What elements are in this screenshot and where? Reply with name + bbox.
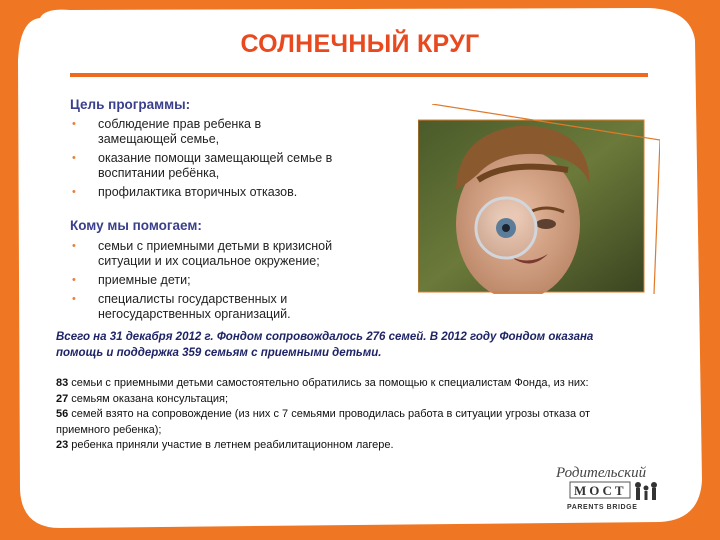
page-title: СОЛНЕЧНЫЙ КРУГ: [240, 30, 480, 58]
list-item: • приемные дети;: [72, 273, 191, 287]
list-item: • соблюдение прав ребенка в замещающей семье,: [72, 117, 262, 146]
goal-heading: Цель программы:: [70, 97, 191, 112]
logo-line1: Родительский: [556, 465, 647, 481]
family-figures-icon: [635, 482, 657, 500]
stat-line: 23 ребенка приняли участие в летнем реабилитационном лагере.: [56, 439, 394, 451]
stat-line: 27 семьям оказана консультация;: [56, 392, 229, 405]
stats-block: [56, 376, 676, 454]
goal-list: [72, 117, 392, 204]
stat-line: приемного ребенка);: [56, 423, 162, 436]
bullet-icon: •: [72, 293, 76, 305]
bullet-icon: •: [72, 274, 76, 286]
summary-text: Всего на 31 декабря 2012 г. Фондом сопровождалось 276 семей. В 2012 году Фондом оказана помощь и поддержка 359 семьям с приемными детьми.: [56, 331, 594, 359]
bullet-icon: •: [72, 152, 76, 164]
list-item: • семьи с приемными детьми в кризисной ситуации и их социальное окружение;: [72, 239, 333, 268]
stat-line: 83 семьи с приемными детьми самостоятельно обратились за помощью к специалистам Фонда, из них:: [56, 377, 589, 389]
logo-line2: МОСТ: [574, 483, 627, 498]
boy-with-magnifier-photo: [418, 104, 660, 294]
list-item: • оказание помощи замещающей семье в воспитании ребёнка,: [72, 151, 333, 180]
bullet-icon: •: [72, 186, 76, 198]
bullet-icon: •: [72, 240, 76, 252]
list-item: • профилактика вторичных отказов.: [72, 185, 298, 199]
help-heading: Кому мы помогаем:: [70, 218, 202, 233]
bullet-icon: •: [72, 118, 76, 130]
help-list: [72, 239, 402, 326]
logo-tagline: PARENTS BRIDGE: [567, 504, 638, 511]
list-item: • специалисты государственных и негосударственных организаций.: [72, 292, 291, 321]
stat-line: 56 семей взято на сопровождение (из них с 7 семьями проводилась работа в ситуации угрозы отказа от: [56, 408, 591, 420]
logo-graphic: [548, 455, 668, 505]
title-underline: [70, 73, 648, 77]
parents-bridge-logo: [548, 455, 668, 517]
